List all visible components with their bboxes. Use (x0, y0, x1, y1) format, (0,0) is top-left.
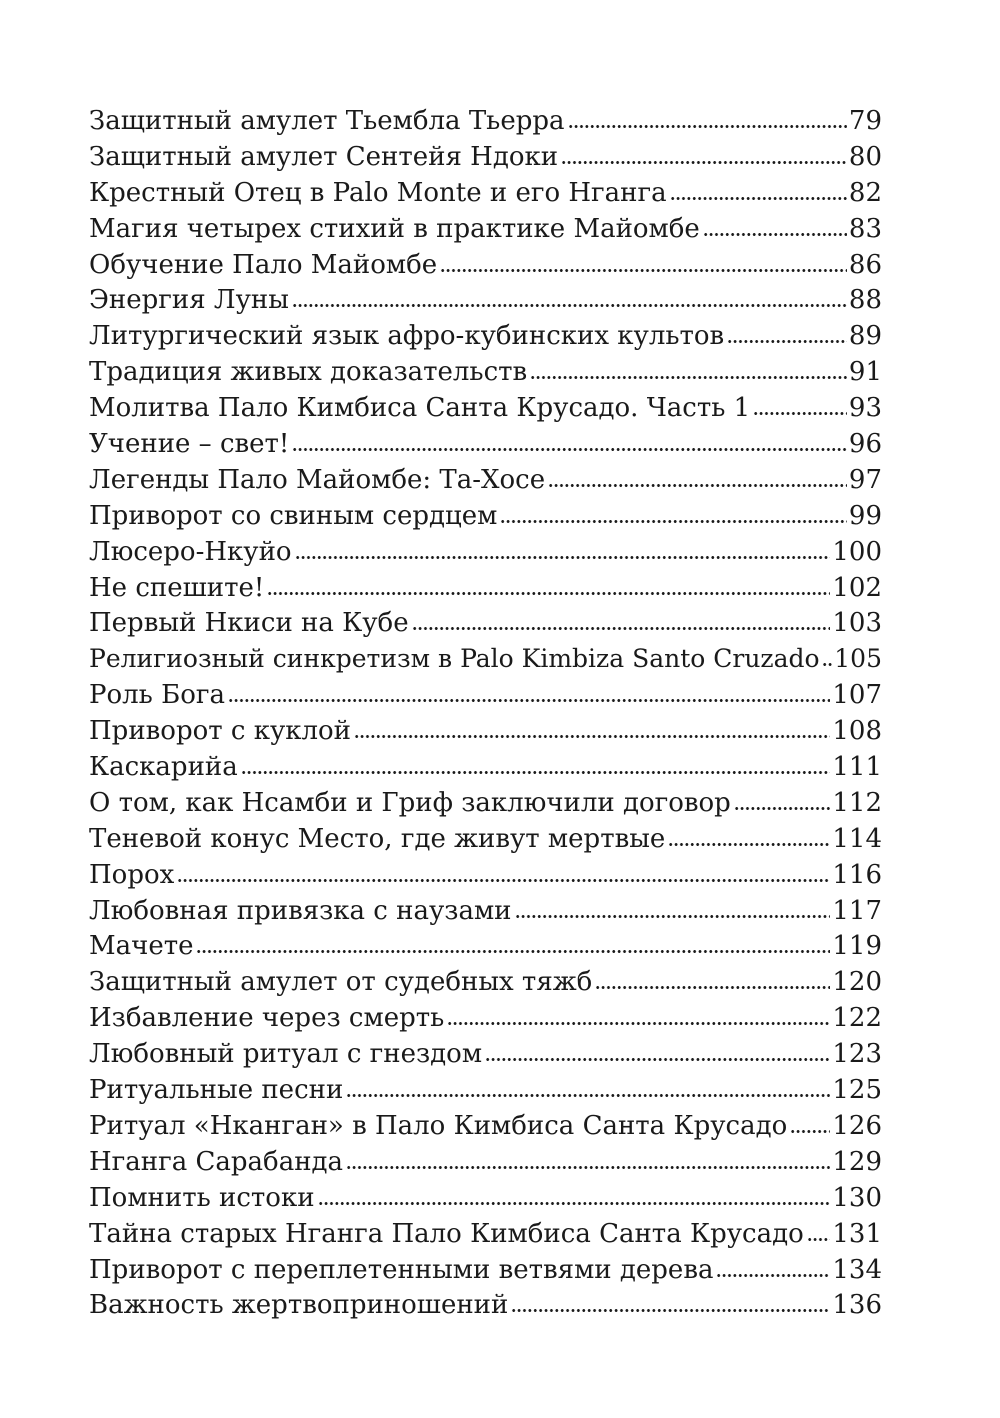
toc-dot-leader (295, 555, 831, 560)
toc-entry-page-number: 82 (848, 177, 882, 208)
toc-entry-page-number: 91 (848, 357, 882, 388)
toc-entry (89, 1111, 882, 1147)
toc-entry-page-number: 136 (832, 1290, 882, 1321)
toc-entry (89, 537, 882, 573)
toc-dot-leader (530, 375, 847, 380)
toc-dot-leader (753, 411, 847, 416)
toc-dot-leader (568, 124, 847, 129)
toc-dot-leader (241, 770, 831, 775)
toc-entry-title: Каскарийа (89, 752, 238, 783)
toc-entry (89, 1219, 882, 1255)
toc-entry (89, 1183, 882, 1219)
toc-entry-title: Важность жертвоприношений (89, 1290, 509, 1321)
toc-entry (89, 788, 882, 824)
toc-entry-title: Приворот с куклой (89, 716, 352, 747)
toc-entry-title: Роль Бога (89, 680, 225, 711)
toc-entry-title: Магия четырех стихий в практике Майомбе (89, 213, 700, 244)
toc-entry-title: Защитный амулет от судебных тяжб (89, 967, 593, 998)
toc-entry-title: Любовный ритуал с гнездом (89, 1039, 483, 1070)
toc-entry (89, 1039, 882, 1075)
toc-entry-title: О том, как Нсамби и Гриф заключили договор (89, 787, 731, 818)
toc-entry (89, 608, 882, 644)
toc-entry-page-number: 126 (832, 1110, 882, 1141)
toc-entry-title: Защитный амулет Тьембла Тьерра (89, 106, 565, 136)
toc-entry-page-number: 130 (832, 1182, 882, 1213)
toc-entry-page-number: 89 (848, 321, 882, 352)
toc-entry-page-number: 125 (832, 1075, 882, 1106)
toc-entry-page-number: 86 (848, 249, 882, 280)
toc-dot-leader (595, 985, 830, 990)
toc-entry-title: Защитный амулет Сентейя Ндоки (89, 141, 559, 172)
toc-entry (89, 214, 882, 250)
toc-entry-page-number: 131 (832, 1218, 882, 1249)
toc-dot-leader (485, 1057, 830, 1062)
toc-entry-page-number: 117 (832, 895, 882, 926)
toc-entry-title: Избавление через смерть (89, 1003, 445, 1034)
toc-entry (89, 106, 882, 142)
toc-entry-title: Традиция живых доказательств (89, 357, 528, 388)
toc-entry-page-number: 112 (832, 787, 882, 818)
toc-entry-page-number: 122 (832, 1003, 882, 1034)
toc-dot-leader (668, 842, 830, 847)
toc-entry (89, 285, 882, 321)
toc-entry-page-number: 97 (848, 464, 882, 495)
toc-dot-leader (822, 662, 832, 667)
toc-entry-page-number: 99 (848, 500, 882, 531)
toc-entry (89, 1255, 882, 1291)
toc-entry-title: Не спешите! (89, 572, 265, 603)
toc-dot-leader (703, 232, 847, 237)
toc-entry-title: Помнить истоки (89, 1182, 315, 1213)
toc-dot-leader (511, 1308, 830, 1313)
toc-entry-page-number: 111 (832, 752, 882, 783)
toc-entry-page-number: 120 (832, 967, 882, 998)
toc-entry (89, 250, 882, 286)
table-of-contents (89, 106, 882, 1326)
toc-entry-title: Обучение Пало Майомбе (89, 249, 438, 280)
toc-entry-page-number: 129 (832, 1146, 882, 1177)
toc-entry (89, 896, 882, 932)
toc-entry-page-number: 102 (832, 572, 882, 603)
toc-entry-page-number: 105 (834, 644, 882, 674)
toc-entry (89, 1290, 882, 1326)
toc-entry (89, 429, 882, 465)
toc-entry-title: Крестный Отец в Palo Monte и его Нганга (89, 177, 667, 208)
toc-dot-leader (318, 1201, 831, 1206)
toc-entry-page-number: 134 (832, 1254, 882, 1285)
toc-dot-leader (716, 1273, 830, 1278)
toc-dot-leader (447, 1021, 830, 1026)
toc-entry (89, 393, 882, 429)
toc-entry-page-number: 80 (848, 141, 882, 172)
toc-entry-title: Первый Нкиси на Кубе (89, 608, 409, 639)
toc-entry-page-number: 79 (848, 106, 882, 136)
toc-dot-leader (807, 1237, 831, 1242)
toc-entry-page-number: 107 (832, 680, 882, 711)
toc-entry-title: Порох (89, 859, 175, 890)
toc-dot-leader (790, 1129, 830, 1134)
toc-entry-title: Тайна старых Нганга Пало Кимбиса Санта Крусадо (89, 1218, 804, 1249)
toc-entry (89, 644, 882, 680)
toc-dot-leader (177, 878, 830, 883)
toc-entry-title: Ритуал «Нканган» в Пало Кимбиса Санта Крусадо (89, 1110, 788, 1141)
toc-entry-page-number: 83 (848, 213, 882, 244)
toc-entry-page-number: 96 (848, 429, 882, 460)
toc-entry-title: Молитва Пало Кимбиса Санта Крусадо. Часть 1 (89, 393, 751, 424)
toc-entry (89, 357, 882, 393)
toc-entry-title: Литургический язык афро-кубинских культов (89, 321, 725, 352)
toc-entry-page-number: 100 (832, 536, 882, 567)
toc-dot-leader (548, 483, 847, 488)
toc-dot-leader (228, 698, 830, 703)
toc-entry (89, 573, 882, 609)
toc-entry-title: Теневой конус Место, где живут мертвые (89, 823, 666, 854)
toc-entry-title: Религиозный синкретизм в Palo Kimbiza Santo Cruzado (89, 644, 820, 674)
toc-entry (89, 860, 882, 896)
toc-entry (89, 321, 882, 357)
toc-entry (89, 752, 882, 788)
toc-entry-title: Легенды Пало Майомбе: Та-Хосе (89, 464, 546, 495)
toc-dot-leader (670, 196, 847, 201)
toc-entry (89, 501, 882, 537)
toc-dot-leader (500, 519, 847, 524)
toc-dot-leader (346, 1093, 830, 1098)
toc-entry-page-number: 108 (832, 716, 882, 747)
toc-entry-title: Приворот со свиным сердцем (89, 500, 498, 531)
toc-entry (89, 1147, 882, 1183)
toc-entry-title: Любовная привязка с наузами (89, 895, 512, 926)
toc-dot-leader (346, 1165, 830, 1170)
toc-entry (89, 680, 882, 716)
toc-entry-page-number: 123 (832, 1039, 882, 1070)
toc-entry-title: Ритуальные песни (89, 1075, 344, 1106)
toc-entry-page-number: 119 (832, 931, 882, 962)
toc-entry-page-number: 103 (832, 608, 882, 639)
toc-entry (89, 1075, 882, 1111)
toc-entry-page-number: 93 (848, 393, 882, 424)
toc-entry-title: Нганга Сарабанда (89, 1146, 344, 1177)
toc-entry (89, 824, 882, 860)
toc-entry-title: Мачете (89, 931, 194, 962)
toc-entry (89, 178, 882, 214)
toc-dot-leader (196, 949, 830, 954)
toc-entry (89, 1003, 882, 1039)
toc-entry-page-number: 116 (832, 859, 882, 890)
toc-entry-title: Энергия Луны (89, 285, 289, 316)
toc-dot-leader (292, 303, 847, 308)
toc-dot-leader (515, 914, 831, 919)
toc-entry-page-number: 88 (848, 285, 882, 316)
toc-dot-leader (267, 591, 830, 596)
toc-entry (89, 716, 882, 752)
toc-entry-title: Учение – свет! (89, 429, 290, 460)
toc-dot-leader (440, 268, 847, 273)
toc-dot-leader (561, 160, 847, 165)
toc-dot-leader (727, 339, 847, 344)
toc-entry-title: Люсеро-Нкуйо (89, 536, 292, 567)
toc-entry-title: Приворот с переплетенными ветвями дерева (89, 1254, 714, 1285)
toc-entry-page-number: 114 (832, 823, 882, 854)
toc-dot-leader (412, 626, 831, 631)
toc-entry (89, 142, 882, 178)
toc-entry (89, 967, 882, 1003)
toc-entry (89, 465, 882, 501)
toc-entry (89, 931, 882, 967)
toc-dot-leader (734, 806, 831, 811)
toc-dot-leader (354, 734, 830, 739)
toc-dot-leader (292, 447, 847, 452)
